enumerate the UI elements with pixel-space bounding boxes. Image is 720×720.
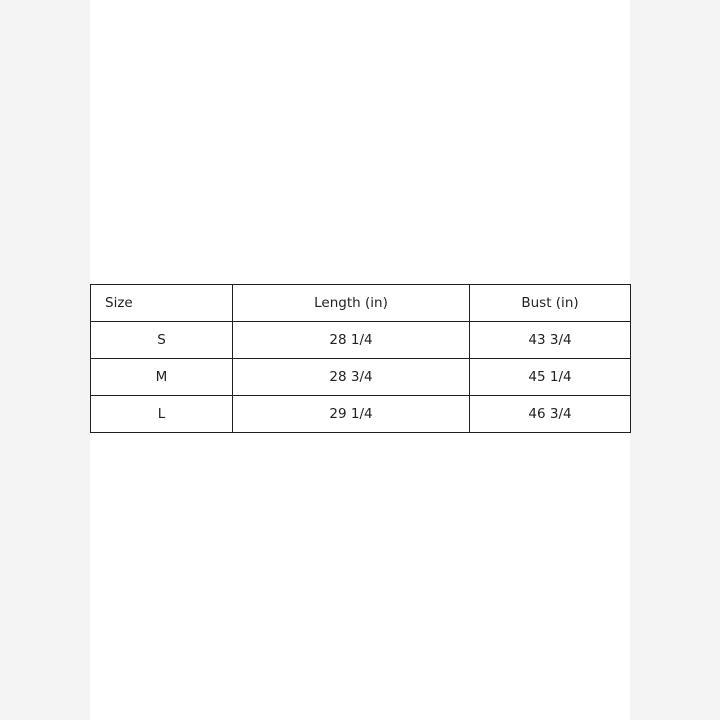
cell-bust: 45 1/4 (470, 359, 631, 396)
cell-size: L (91, 396, 233, 433)
table-header (91, 285, 631, 322)
table-row (91, 322, 631, 359)
size-chart-table (90, 284, 631, 433)
cell-bust: 46 3/4 (470, 396, 631, 433)
table-header-row (91, 285, 631, 322)
cell-length: 29 1/4 (233, 396, 470, 433)
column-header-size: Size (91, 285, 233, 322)
cell-length: 28 1/4 (233, 322, 470, 359)
table-body (91, 322, 631, 433)
cell-bust: 43 3/4 (470, 322, 631, 359)
column-header-length: Length (in) (233, 285, 470, 322)
cell-size: M (91, 359, 233, 396)
cell-size: S (91, 322, 233, 359)
size-chart-container (90, 284, 630, 433)
document-page (90, 0, 630, 720)
column-header-bust: Bust (in) (470, 285, 631, 322)
table-row (91, 359, 631, 396)
cell-length: 28 3/4 (233, 359, 470, 396)
table-row (91, 396, 631, 433)
